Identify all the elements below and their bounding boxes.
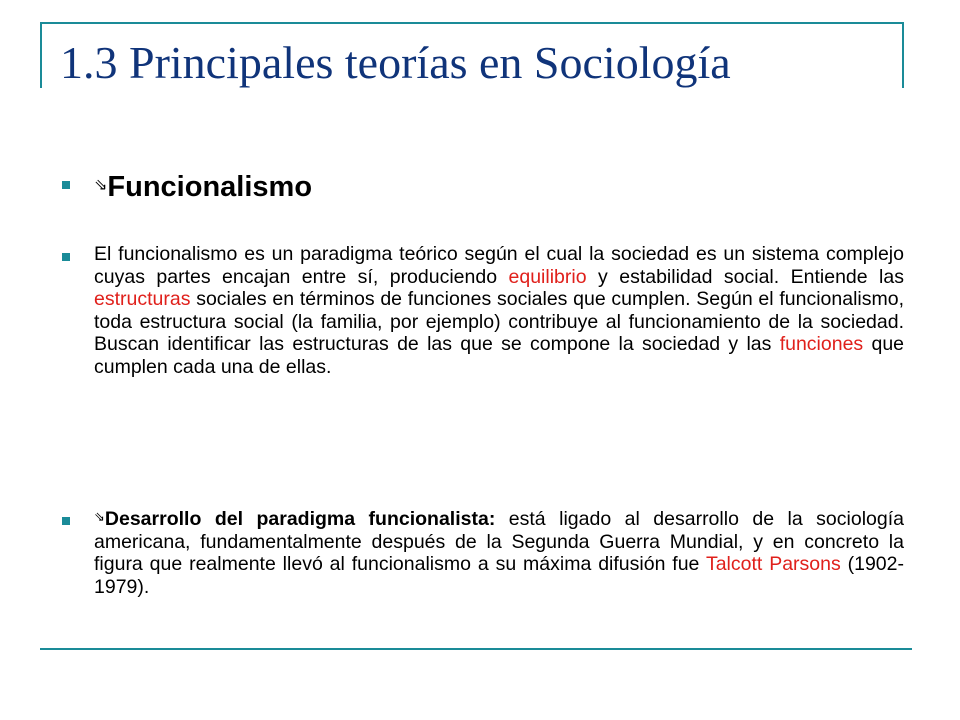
- bullet-icon: [62, 517, 70, 525]
- paragraph-definition: [94, 243, 904, 378]
- paragraph-text: [94, 243, 904, 378]
- slide-title: 1.3 Principales teorías en Sociología: [60, 37, 731, 88]
- highlight-talcott-parsons: Talcott Parsons: [705, 553, 841, 575]
- text-run: sociales en términos de funciones sociales que cumplen. Según el funcionalismo, toda estructura social (la familia, por ejemplo) contribuye al funcionamiento de la sociedad. Buscan identificar las estructuras de las que se compone la sociedad y las: [94, 288, 904, 355]
- highlight-funciones: funciones: [779, 333, 864, 355]
- text-run: y estabilidad social. Entiende las: [586, 265, 904, 288]
- arrow-icon: ⇘: [94, 175, 108, 194]
- text-run: está ligado al desarrollo de la sociología americana, fundamentalmente después de la Segunda Guerra Mundial, y en concreto la figura que realmente llevó al funcionalismo a su máxima difusión fue: [94, 508, 904, 575]
- frame-top-line: [40, 22, 904, 24]
- text-run: que cumplen cada una de ellas.: [94, 333, 905, 378]
- text-run: (1902-1979).: [94, 553, 904, 598]
- text-run: El funcionalismo es un paradigma teórico según el cual la sociedad es un sistema complejo cuyas partes encajan entre sí, produciendo: [94, 243, 904, 288]
- bullet-icon: [62, 253, 70, 261]
- highlight-estructuras: estructuras: [94, 288, 191, 310]
- heading-text: Funcionalismo: [107, 171, 313, 203]
- arrow-icon: ⇘: [94, 510, 105, 525]
- paragraph-text: [94, 507, 904, 598]
- frame-left-line: [40, 22, 42, 88]
- highlight-equilibrio: equilibrio: [508, 265, 587, 288]
- frame-right-line: [902, 22, 904, 88]
- frame-bottom-line: [40, 648, 912, 650]
- heading-funcionalismo: [94, 168, 904, 204]
- bullet-icon: [62, 181, 70, 189]
- lead-text: Desarrollo del paradigma funcionalista:: [104, 508, 496, 530]
- paragraph-development: [94, 507, 904, 598]
